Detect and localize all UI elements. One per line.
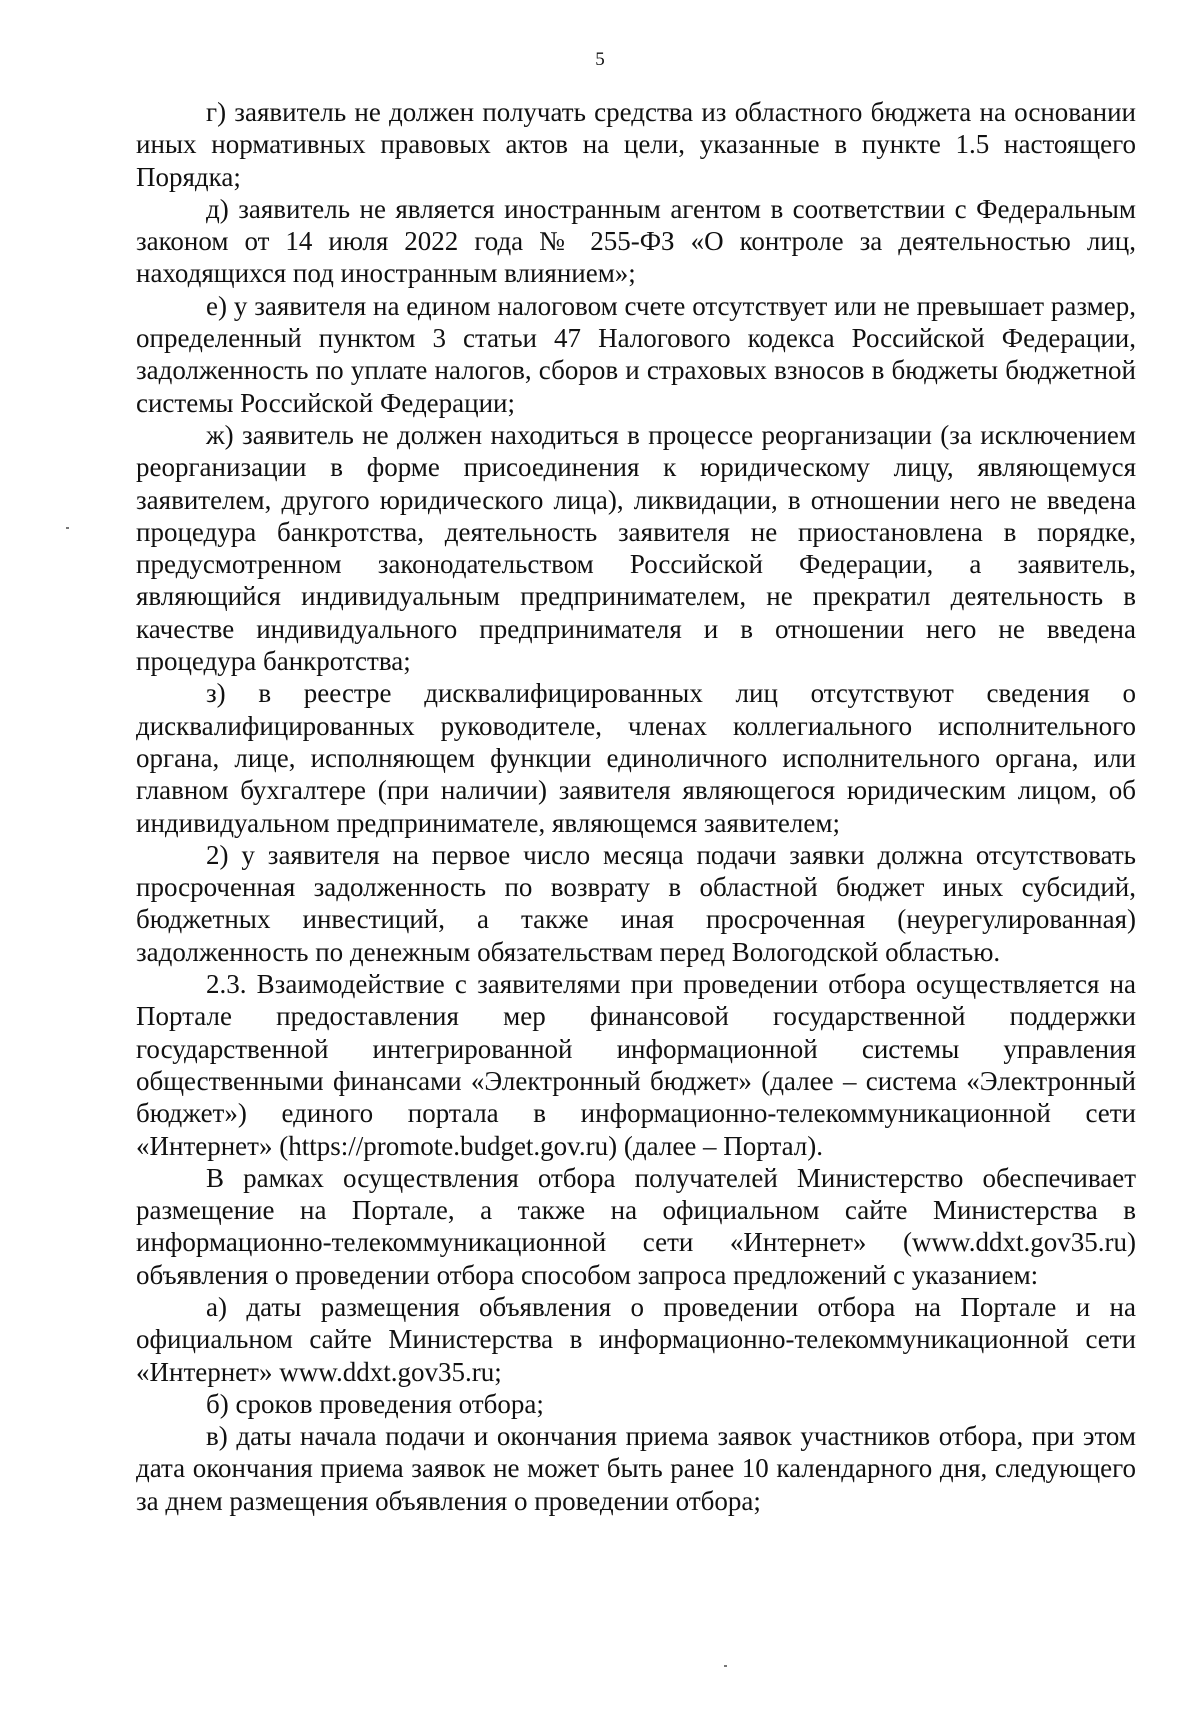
paragraph-announcement: В рамках осуществления отбора получателей Министерство обеспечивает размещение на Портале, а также на официальном сайте Министерства в информационно-телекоммуникационной сети «Интернет» (www.ddxt.gov35.ru) объявления о проведении отбора способом запроса предложений с указанием: — [136, 1162, 1136, 1290]
paragraph-g: г) заявитель не должен получать средства из областного бюджета на основании иных нормативных правовых актов на цели, указанные в пункте 1.5 настоящего Порядка; — [136, 97, 1136, 192]
document-body — [136, 96, 1136, 1517]
paragraph-d: д) заявитель не является иностранным агентом в соответствии с Федеральным законом от 14 июля 2022 года № 255-ФЗ «О контроле за деятельностью лиц, находящихся под иностранным влиянием»; — [136, 193, 1136, 289]
scan-speck — [724, 1665, 727, 1667]
scan-speck — [66, 527, 69, 529]
paragraph-a: а) даты размещения объявления о проведении отбора на Портале и на официальном сайте Министерства в информационно-телекоммуникационной сети «Интернет» www.ddxt.gov35.ru; — [136, 1291, 1136, 1387]
paragraph-2: 2) у заявителя на первое число месяца подачи заявки должна отсутствовать просроченная задолженность по возврату в областной бюджет иных субсидий, бюджетных инвестиций, а также иная просроченная (неурегулированная) задолженность по денежным обязательствам перед Вологодской областью. — [136, 839, 1136, 967]
paragraph-v: в) даты начала подачи и окончания приема заявок участников отбора, при этом дата окончания приема заявок не может быть ранее 10 календарного дня, следующего за днем размещения объявления о проведении отбора; — [136, 1421, 1136, 1516]
paragraph-2-3: 2.3. Взаимодействие с заявителями при проведении отбора осуществляется на Портале предоставления мер финансовой государственной поддержки государственной интегрированной информационной системы управления общественными финансами «Электронный бюджет» (далее – система «Электронный бюджет») единого портала в информационно-телекоммуникационной сети «Интернет» (https://promote.budget.gov.ru) (далее – Портал). — [136, 969, 1136, 1161]
paragraph-e: е) у заявителя на едином налоговом счете отсутствует или не превышает размер, определенный пунктом 3 статьи 47 Налогового кодекса Российской Федерации, задолженность по уплате налогов, сборов и страховых взносов в бюджеты бюджетной системы Российской Федерации; — [136, 290, 1136, 418]
paragraph-b: б) сроков проведения отбора; — [206, 1388, 544, 1419]
paragraph-z: з) в реестре дисквалифицированных лиц отсутствуют сведения о дисквалифицированных руководителе, членах коллегиального исполнительного органа, лице, исполняющем функции единоличного исполнительного органа, или главном бухгалтере (при наличии) заявителя являющегося юридическим лицом, об индивидуальном предпринимателе, являющемся заявителем; — [136, 678, 1136, 838]
page-number: 5 — [595, 49, 605, 70]
paragraph-zh: ж) заявитель не должен находиться в процессе реорганизации (за исключением реорганизации в форме присоединения к юридическому лицу, являющемуся заявителем, другого юридического лица), ликвидации, в отношении него не введена процедура банкротства, деятельность заявителя не приостановлена в порядке, предусмотренном законодательством Российской Федерации, а заявитель, являющийся индивидуальным предпринимателем, не прекратил деятельность в качестве индивидуального предпринимателя и в отношении него не введена процедура банкротства; — [136, 419, 1136, 677]
